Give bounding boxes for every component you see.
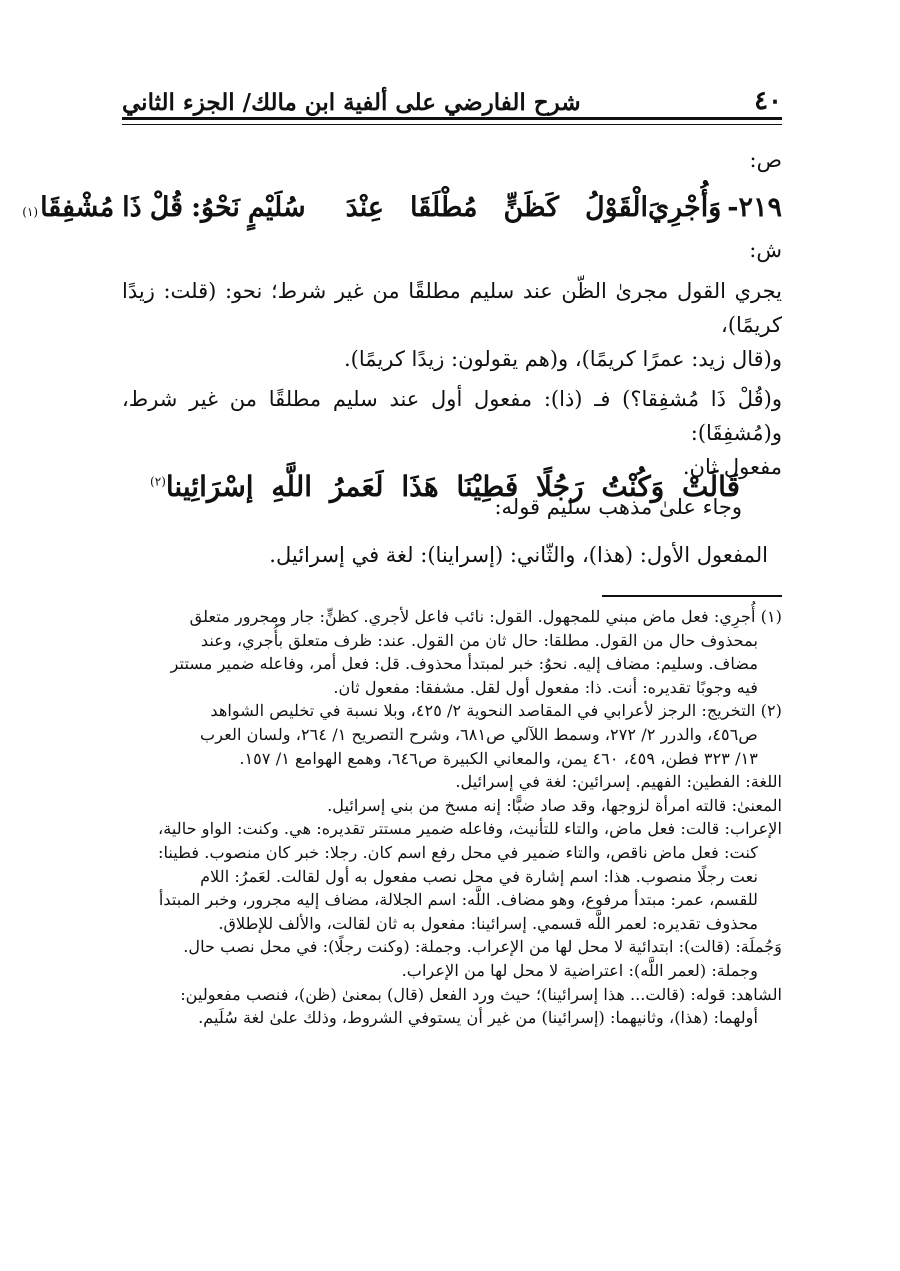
- text-label: ص:: [749, 148, 782, 172]
- footnote-line: أولهما: (هذا)، وثانيهما: (إسرائينا) من غير أن يستوفي الشروط، وذلك علىٰ لغة سُلَيم.: [198, 1008, 758, 1028]
- commentary-line: وجاء علىٰ مذهب سليم قوله:: [494, 495, 742, 519]
- verse-word: كَظَنٍّ: [503, 192, 560, 223]
- footnote-line: بمحذوف حال من القول. مطلقا: حال ثان من القول. عند: ظرف متعلق بأُجري، وعند: [200, 630, 758, 650]
- poem-word-with-mark: [150, 470, 254, 503]
- footnote-line: محذوف تقديره: لعمر اللَّه قسمي. إسرائينا: مفعول به ثان لقالت، والألف للإطلاق.: [218, 913, 758, 933]
- poem-word: قَالَتْ: [682, 470, 740, 503]
- poem-word: وَكُنْتُ: [601, 470, 665, 503]
- footnote-line: ص٤٥٦، والدرر ٢/ ٢٧٢، وسمط اللآلي ص٦٨١، وشرح التصريح ١/ ٢٦٤، ولسان العرب: [200, 724, 758, 744]
- verse-word: سُلَيْمٍ: [247, 192, 306, 223]
- verse-word: قُلْ: [149, 192, 184, 223]
- footnote-line: كنت: فعل ماض ناقص، والتاء ضمير في محل رفع اسم كان. رجلا: خبر كان منصوب. فطينا:: [157, 842, 758, 862]
- page-header: [122, 70, 782, 114]
- header-rule-thick: [122, 117, 782, 120]
- footnote-marker: (١): [22, 205, 39, 219]
- footnotes: [122, 605, 782, 1030]
- commentary-line: و(قال زيد: عمرًا كريمًا)، و(هم يقولون: زيدًا كريمًا).: [344, 347, 782, 371]
- poem-word: فَطِيْنَا: [456, 470, 519, 503]
- verse-line: [22, 192, 782, 223]
- footnote-line: (١) أُجرِي: فعل ماض مبني للمجهول. القول: نائب فاعل لأجري. كظنٍّ: جار ومجرور متعلق: [189, 607, 782, 626]
- poem-word: اللَّهِ: [271, 470, 312, 503]
- after-poem-line: المفعول الأول: (هذا)، والثّاني: (إسراينا): لغة في إسرائيل.: [269, 543, 768, 567]
- commentary-line: مفعول ثان.: [682, 455, 782, 479]
- poem-word: إسْرَائِينا: [165, 470, 254, 503]
- poem-word: هَذَا: [401, 470, 439, 503]
- commentary-line: يجري القول مجرىٰ الظّن عند سليم مطلقًا من غير شرط؛ نحو: (قلت: زيدًا كريمًا)،: [122, 279, 782, 337]
- footnote-marker: (٢): [150, 474, 166, 489]
- poem-word: رَجُلًا: [536, 470, 584, 503]
- verse-word: عِنْدَ: [345, 192, 385, 223]
- verse-word: مُشْفِقَا: [40, 192, 115, 223]
- poem-line: [150, 470, 740, 503]
- footnote-line: فيه وجوبًا تقديره: أنت. ذا: مفعول أول لقل. مشفقا: مفعول ثان.: [333, 677, 758, 697]
- verse-number: ٢١٩-: [727, 192, 782, 223]
- footnote-line: وَجُملَة: (قالت): ابتدائية لا محل لها من الإعراب. وجملة: (وكنت رجلًا): في محل نصب حال.: [183, 937, 782, 957]
- footnote-line: اللغة: الفطين: الفهيم. إسرائين: لغة في إسرائيل.: [455, 772, 782, 792]
- running-title: شرح الفارضي على ألفية ابن مالك/ الجزء الثاني: [122, 89, 581, 116]
- footnote-line: نعت رجلًا منصوب. هذا: اسم إشارة في محل نصب مفعول به أول لقالت. لعَمرُ: اللام: [200, 866, 758, 886]
- verse-word: الْقَوْلُ: [585, 192, 648, 223]
- commentary-line: و(قُلْ ذَا مُشفِقا؟) فـ (ذا): مفعول أول عند سليم مطلقًا من غير شرط، و(مُشفِقَا):: [122, 387, 782, 445]
- verse-word: مُطْلَقَا: [410, 192, 478, 223]
- footnote-line: للقسم، عمر: مبتدأ مرفوع، وهو مضاف. اللَّه: اسم الجلالة، مضاف إليه مجرور، وخبر المبتدأ: [158, 890, 758, 910]
- footnote-line: الإعراب: قالت: فعل ماض، والتاء للتأنيث، وفاعله ضمير مستتر تقديره: هي. وكنت: الواو حالية،: [157, 819, 782, 839]
- footnote-line: مضاف. وسليم: مضاف إليه. نحوُ: خبر لمبتدأ محذوف. قل: فعل أمر، وفاعله ضمير مستتر: [170, 654, 758, 674]
- footnote-line: وجملة: (لعمر اللَّه): اعتراضية لا محل لها من الإعراب.: [401, 960, 758, 980]
- poem-word: لَعَمرُ: [329, 470, 384, 503]
- footnote-line: المعنىٰ: قالته امرأة لزوجها، وقد صاد ضبًّا: إنه مسخ من بني إسرائيل.: [327, 795, 782, 815]
- footnote-line: الشاهد: قوله: (قالت... هذا إسرائينا)؛ حيث ورد الفعل (قال) بمعنىٰ (ظن)، فنصب مفعولين:: [180, 984, 782, 1004]
- verse-word: ذَا: [122, 192, 142, 223]
- verse-word: وَأُجْرِيَ: [648, 192, 722, 223]
- commentary-label: ش:: [749, 238, 782, 262]
- footnote-separator: [602, 595, 782, 597]
- page-number: ٤٠: [754, 86, 782, 116]
- header-rule-thin: [122, 124, 782, 125]
- footnote-line: (٢) التخريج: الرجز لأعرابي في المقاصد النحوية ٢/ ٤٢٥، وبلا نسبة في تخليص الشواهد: [210, 701, 782, 721]
- verse-word: نَحْوُ:: [191, 192, 240, 223]
- footnote-line: ١٣/ ٣٢٣ فطن، ٤٥٩، ٤٦٠ يمن، والمعاني الكبيرة ص٦٤٦، وهمع الهوامع ١/ ١٥٧.: [239, 748, 758, 768]
